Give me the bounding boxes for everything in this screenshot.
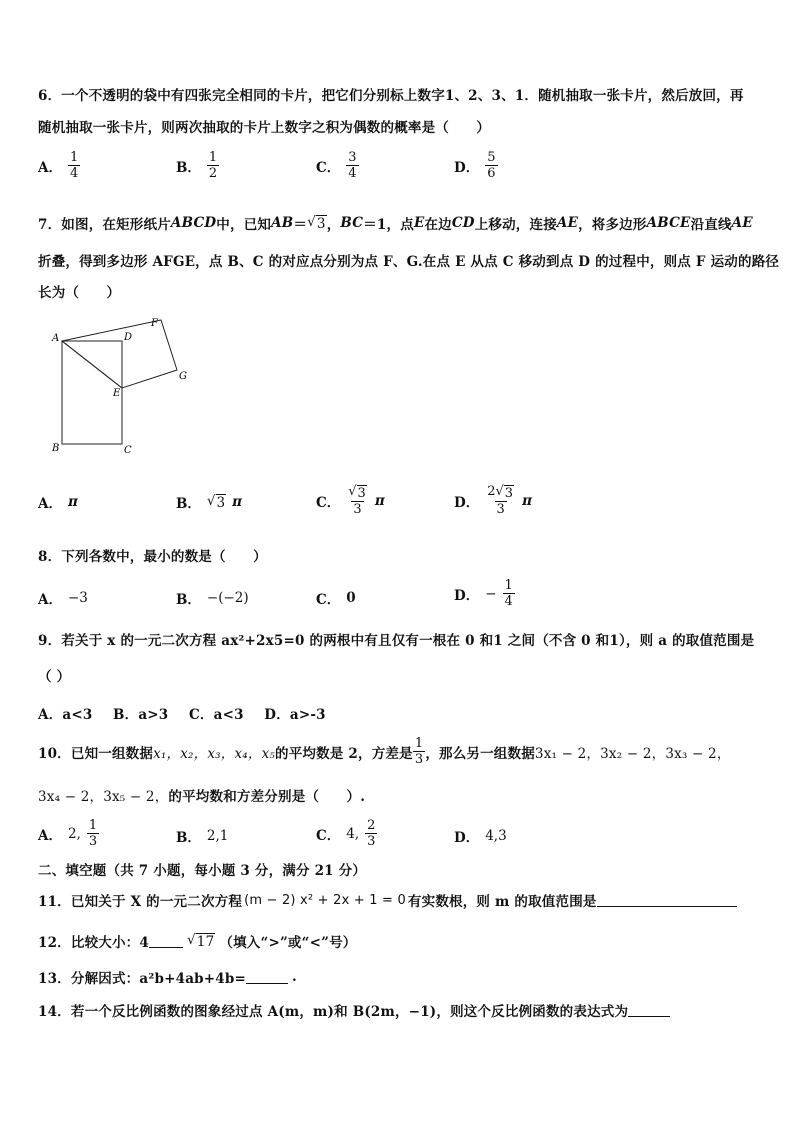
denominator: 3 <box>496 502 505 517</box>
option-label: C． <box>316 827 341 844</box>
radicand: 17 <box>196 934 215 950</box>
sqrt: √ 3 <box>307 214 326 232</box>
denominator: 4 <box>504 594 513 609</box>
text: 有实数根，则 m 的取值范围是 <box>407 894 597 910</box>
label-b: B <box>52 443 60 454</box>
q6-option-c[interactable] <box>316 150 359 181</box>
q14-line <box>38 1000 670 1020</box>
text: 14．若一个反比例函数的图象经过点 A(m，m)和 B(2m，−1)，则这个反比例函数的表达式为 <box>38 1004 629 1020</box>
numerator: 3 <box>348 150 357 165</box>
polygon-afge <box>62 320 177 388</box>
text: 的平均数是 2，方差是 <box>275 745 413 762</box>
option-value: −3 <box>67 590 88 606</box>
section-heading: 二、填空题（共 7 小题，每小题 3 分，满分 21 分） <box>38 863 367 879</box>
option-label: C． <box>316 159 341 176</box>
text: ，将多边形 <box>578 217 647 233</box>
radicand: 3 <box>357 486 366 501</box>
text: ＝ <box>293 217 308 233</box>
q6-line1: 6．一个不透明的袋中有四张完全相同的卡片，把它们分别标上数字1、2、3、1．随机抽取一张卡片，然后放回，再 <box>38 88 744 104</box>
option-value: −(−2) <box>206 590 249 606</box>
label-a: A <box>52 333 60 344</box>
denominator: 3 <box>353 502 362 517</box>
q8-option-d[interactable] <box>454 578 515 609</box>
new-data-set: 3x₁ − 2，3x₂ − 2，3x₃ − 2， <box>534 745 731 762</box>
fraction <box>68 150 80 181</box>
text: ＝1，点 <box>363 217 414 233</box>
minus-sign: − <box>485 585 497 602</box>
label-c: C <box>124 445 132 456</box>
q7-option-d[interactable] <box>454 484 532 517</box>
text: 13．分解因式：a²b+4ab+4b= <box>38 971 247 987</box>
q7-option-c[interactable] <box>316 484 385 517</box>
numerator: 2√ 3 <box>487 484 514 501</box>
text: 12．比较大小：4 <box>38 935 149 951</box>
q13-line <box>38 967 297 987</box>
q9-options[interactable]: A．a<3 B．a>3 C．a<3 D．a>-3 <box>38 707 326 723</box>
text: 沿直线 <box>690 217 732 233</box>
option-label: B． <box>176 592 201 608</box>
label-d: D <box>124 332 133 343</box>
text: 10．已知一组数据 <box>38 745 154 762</box>
q7-line3: 长为（ ） <box>38 285 121 301</box>
option-value: 4, <box>346 825 360 842</box>
option-value: 2, <box>67 825 81 842</box>
q10-option-a[interactable] <box>38 818 99 849</box>
denominator: 6 <box>487 166 496 181</box>
radicand: 3 <box>216 495 226 511</box>
equation: (m − 2) x² + 2x + 1 = 0 <box>244 892 406 908</box>
sqrt: √ 17 <box>186 932 215 950</box>
denominator: 4 <box>69 166 79 181</box>
answer-blank[interactable] <box>597 893 737 907</box>
pi: π <box>232 494 243 510</box>
option-label: A． <box>38 159 62 176</box>
fraction <box>346 484 369 517</box>
denominator: 3 <box>367 834 376 849</box>
option-label: B． <box>176 830 201 846</box>
q12-line <box>38 931 356 951</box>
numerator: 1 <box>414 736 424 751</box>
answer-blank[interactable] <box>149 934 183 948</box>
text: 11．已知关于 X 的一元二次方程 <box>38 894 243 910</box>
option-label: D． <box>454 159 480 176</box>
option-label: D． <box>454 587 480 604</box>
denominator: 2 <box>208 166 218 181</box>
fraction <box>207 150 219 181</box>
pi: π <box>374 492 385 509</box>
numerator: √ 3 <box>348 484 366 501</box>
data-set: x₁，x₂，x₃，x₄，x₅ <box>153 745 276 762</box>
text: 中，已知 <box>216 217 272 233</box>
option-label: A． <box>38 496 62 512</box>
q7-line2: 折叠，得到多边形 AFGE，点 B、C 的对应点分别为点 F、G.在点 E 从点 C 移动到点 D 的过程中，则点 F 运动的路径 <box>38 254 780 270</box>
fraction <box>485 150 497 181</box>
fraction <box>485 484 516 517</box>
q7-line1 <box>38 213 753 233</box>
q6-option-d[interactable] <box>454 150 498 181</box>
math-var: ABCD <box>170 215 217 231</box>
fraction <box>87 818 99 849</box>
option-label: D． <box>454 494 480 511</box>
option-label: B． <box>176 496 201 512</box>
variance-fraction <box>413 736 425 767</box>
radicand: 3 <box>316 216 326 232</box>
label-f: F <box>151 318 158 329</box>
text: ， <box>326 217 341 233</box>
q10-option-c[interactable] <box>316 818 377 849</box>
option-label: A． <box>38 592 62 608</box>
text: 的平均数和方差分别是（ ）. <box>168 789 366 805</box>
text: 7．如图，在矩形纸片 <box>38 217 171 233</box>
numerator: 1 <box>208 150 218 165</box>
q10-line2 <box>38 785 365 805</box>
text: 上移动，连接 <box>474 217 557 233</box>
option-label: C． <box>316 494 341 511</box>
text: . <box>292 969 297 985</box>
q8-option-b[interactable] <box>176 588 249 608</box>
coefficient: 2 <box>487 484 496 499</box>
option-value: π <box>67 494 78 510</box>
numerator: 1 <box>69 150 79 165</box>
math-var: E <box>413 215 425 231</box>
option-label: A． <box>38 827 62 844</box>
fraction <box>503 578 515 609</box>
q11-line <box>38 890 737 910</box>
new-data-set: 3x₄ − 2，3x₅ − 2， <box>38 789 169 805</box>
option-label: B． <box>176 159 201 176</box>
q9-text: 9．若关于 x 的一元二次方程 ax²+2x5=0 的两根中有且仅有一根在 0 和1 之间（不含 0 和1），则 a 的取值范围是 <box>38 633 755 649</box>
q6-option-b[interactable] <box>176 150 219 181</box>
fraction <box>365 818 377 849</box>
q10-option-d[interactable] <box>454 826 507 846</box>
answer-blank[interactable] <box>246 970 288 984</box>
q7-option-a[interactable] <box>38 492 78 512</box>
math-var: AE <box>556 215 579 231</box>
label-e: E <box>113 388 121 399</box>
denominator: 3 <box>88 834 98 849</box>
math-var: CD <box>451 215 475 231</box>
pi: π <box>522 492 532 509</box>
text: 在边 <box>424 217 452 233</box>
denominator: 3 <box>414 752 424 767</box>
option-label: D． <box>454 830 480 846</box>
numerator: 2 <box>367 818 376 833</box>
answer-blank[interactable] <box>628 1003 670 1017</box>
radicand: 3 <box>504 486 514 501</box>
q6-line2: 随机抽取一张卡片，则两次抽取的卡片上数字之积为偶数的概率是（ ） <box>38 120 491 136</box>
math-var: ABCE <box>646 215 691 231</box>
q9-paren: （ ） <box>38 669 71 685</box>
label-g: G <box>179 371 187 382</box>
numerator: 1 <box>504 578 513 593</box>
text: （填入“>”或“<”号） <box>219 935 357 951</box>
numerator: 1 <box>88 818 98 833</box>
q7-figure <box>44 312 204 462</box>
q8-option-c[interactable] <box>316 588 356 608</box>
option-value: 2,1 <box>206 828 229 844</box>
fraction <box>346 150 358 181</box>
numerator: 5 <box>487 150 496 165</box>
text: ，那么另一组数据 <box>425 745 535 762</box>
math-var: AB <box>271 215 294 231</box>
q7-option-b[interactable] <box>176 492 242 512</box>
denominator: 4 <box>348 166 357 181</box>
q6-option-a[interactable] <box>38 150 80 181</box>
q10-line1 <box>38 736 731 767</box>
math-var: BC <box>340 215 364 231</box>
sqrt: √ 3 <box>206 493 226 511</box>
option-value: 0 <box>346 590 356 606</box>
option-label: C． <box>316 592 341 608</box>
q8-text: 8．下列各数中，最小的数是（ ） <box>38 549 267 565</box>
q10-option-b[interactable] <box>176 826 228 846</box>
option-value: 4,3 <box>485 828 507 844</box>
q8-option-a[interactable] <box>38 588 88 608</box>
math-var: AE <box>731 215 753 231</box>
